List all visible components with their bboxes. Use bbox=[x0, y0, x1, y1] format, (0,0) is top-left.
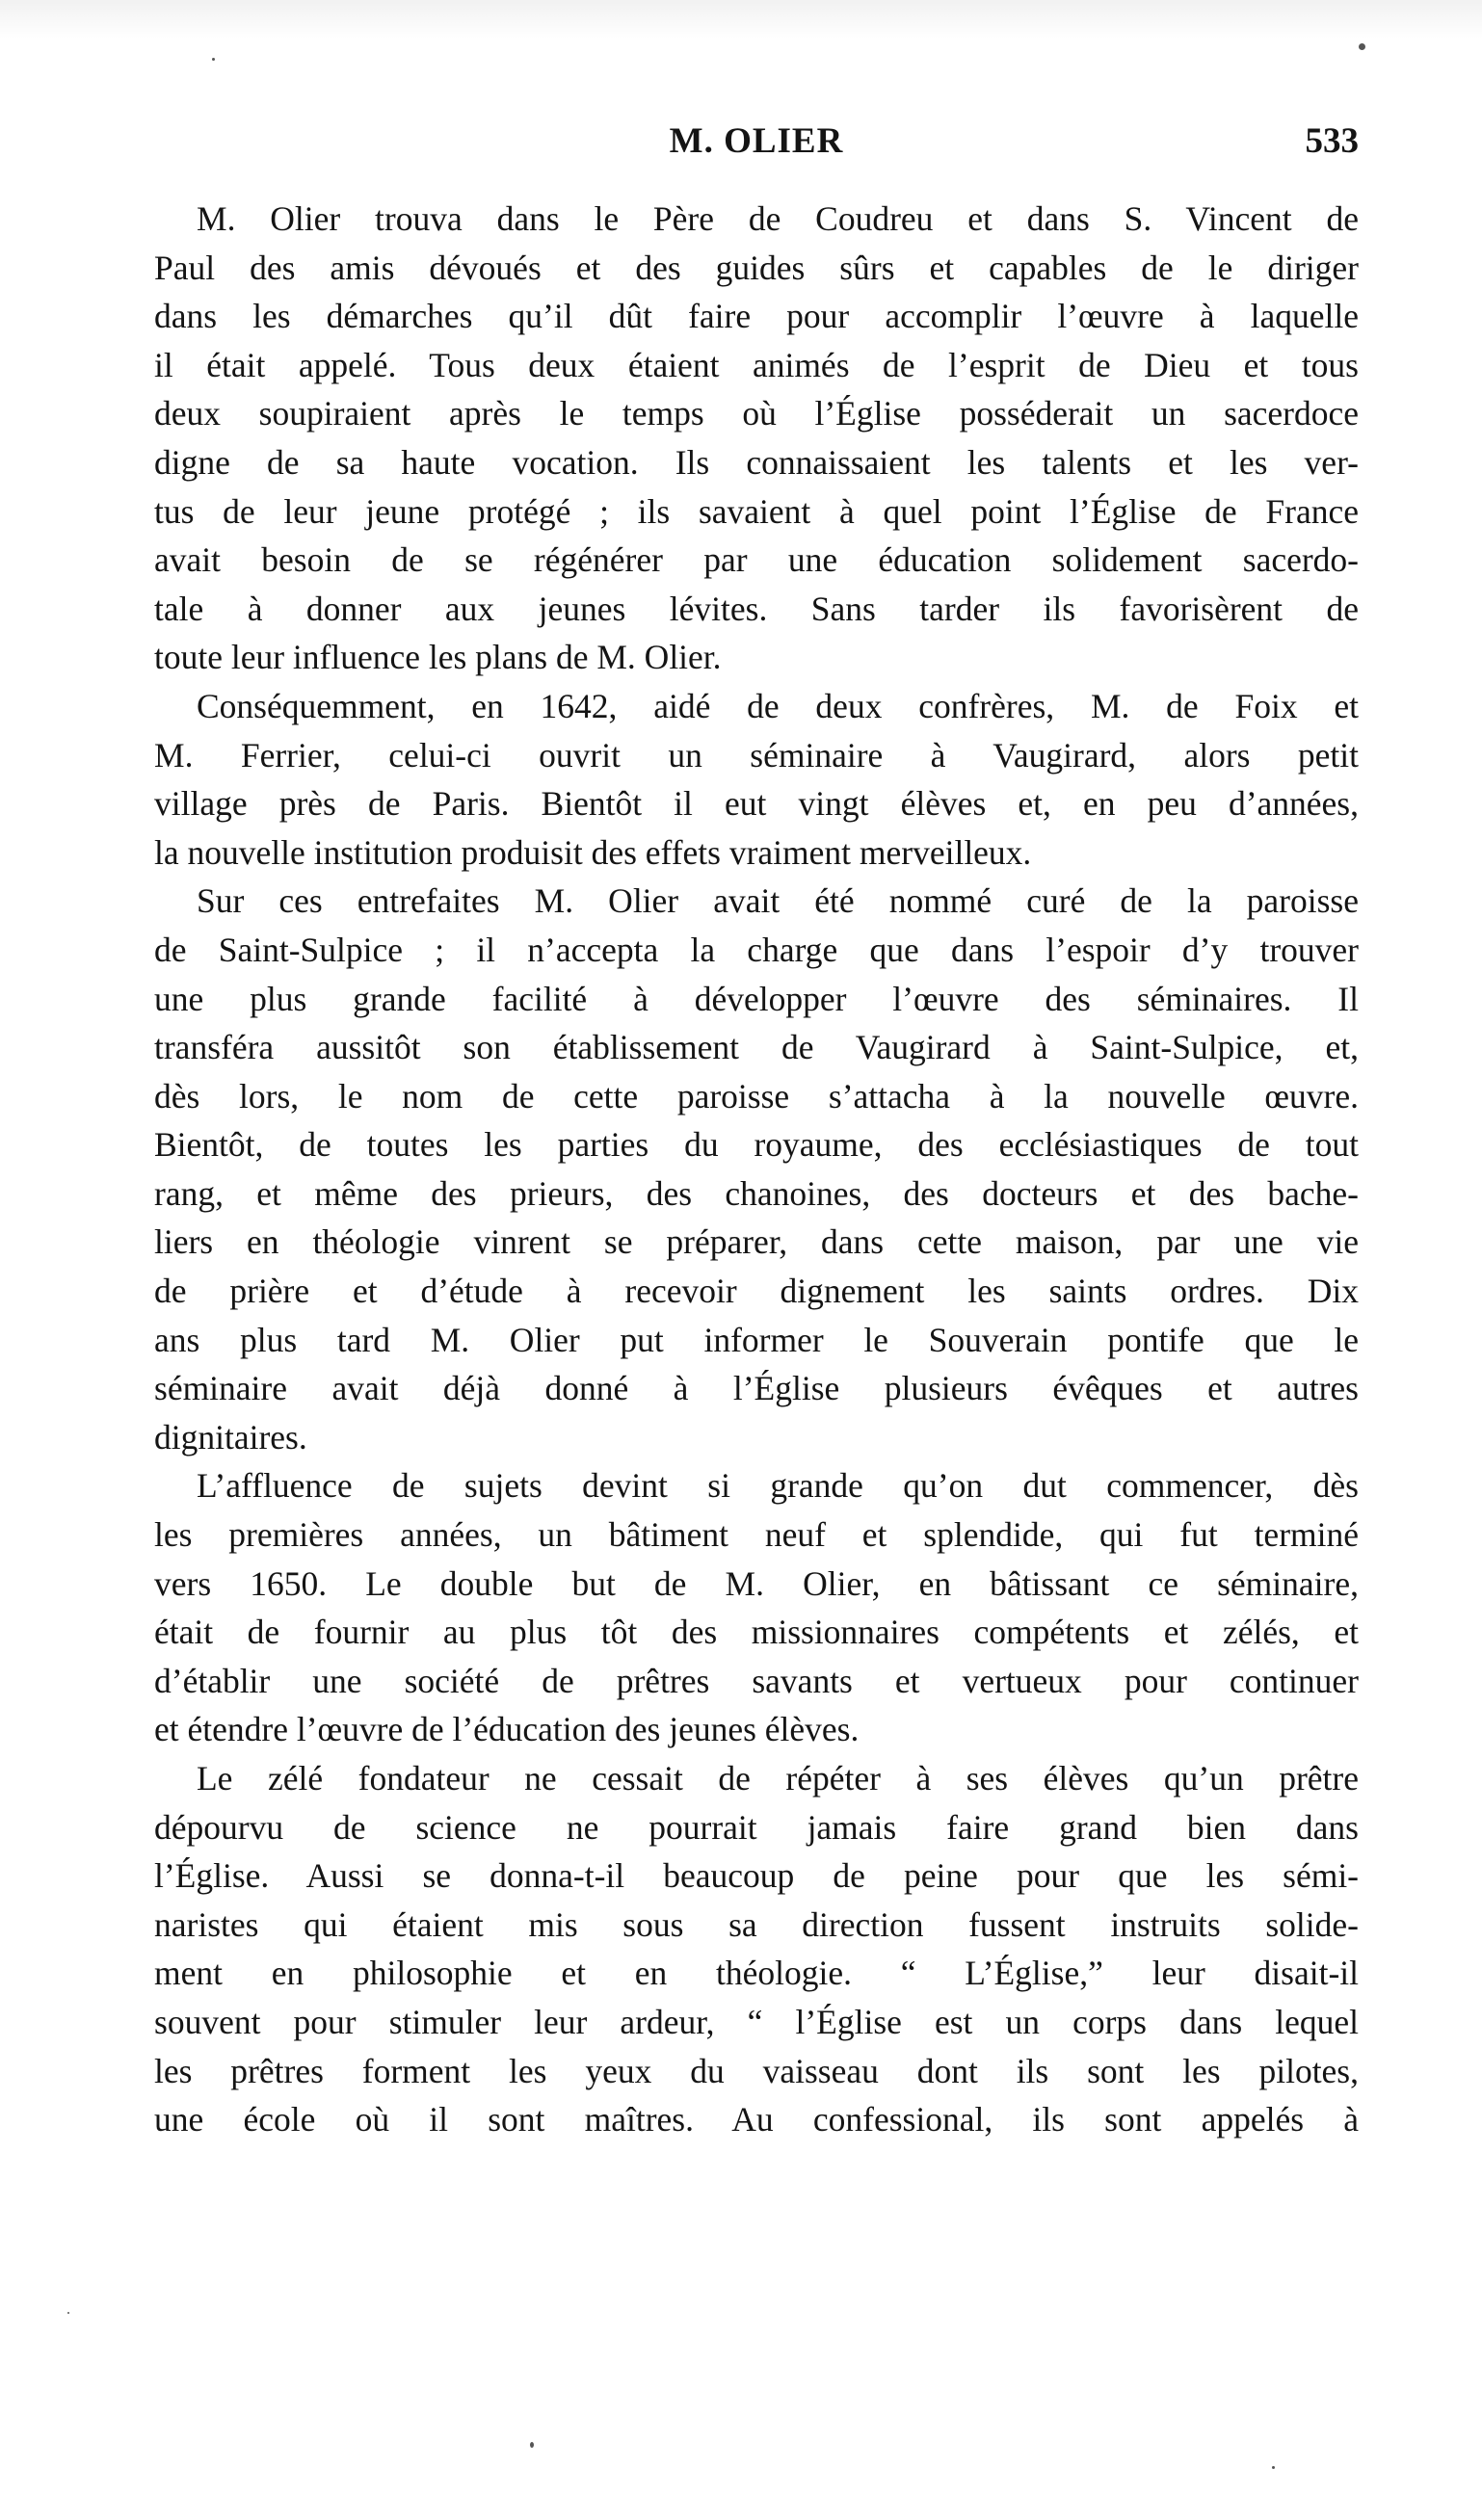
running-head bbox=[154, 120, 1359, 169]
text-line: d’établir une société de prêtres savants et vertueux pour continuer bbox=[154, 1661, 1359, 1700]
text-line: ans plus tard M. Olier put informer le Souverain pontife que le bbox=[154, 1320, 1359, 1359]
scan-speck bbox=[1272, 2466, 1275, 2469]
paragraph bbox=[154, 682, 1359, 877]
text-line: village près de Paris. Bientôt il eut vingt élèves et, en peu d’années, bbox=[154, 784, 1359, 824]
text-line: les premières années, un bâtiment neuf et splendide, qui fut terminé bbox=[154, 1515, 1359, 1555]
text-line: était de fournir au plus tôt des missionnaires compétents et zélés, et bbox=[154, 1613, 1359, 1652]
text-line: une plus grande facilité à développer l’œuvre des séminaires. Il bbox=[154, 979, 1359, 1018]
text-line: toute leur influence les plans de M. Olier. bbox=[154, 638, 722, 677]
paragraph bbox=[154, 1461, 1359, 1754]
scan-speck bbox=[212, 58, 215, 61]
text-line: liers en théologie vinrent se préparer, dans cette maison, par une vie bbox=[154, 1222, 1359, 1262]
text-line: une école où il sont maîtres. Au confessional, ils sont appelés à bbox=[154, 2100, 1359, 2139]
scan-speck bbox=[67, 2312, 69, 2314]
text-line: dignitaires. bbox=[154, 1417, 307, 1457]
text-line: Le zélé fondateur ne cessait de répéter à ses élèves qu’un prêtre bbox=[197, 1759, 1359, 1798]
text-line: souvent pour stimuler leur ardeur, “ l’Église est un corps dans lequel bbox=[154, 2002, 1359, 2041]
text-line: L’affluence de sujets devint si grande qu’on dut commencer, dès bbox=[197, 1466, 1359, 1506]
text-line: Sur ces entrefaites M. Olier avait été nommé curé de la paroisse bbox=[197, 881, 1359, 921]
text-line: deux soupiraient après le temps où l’Église posséderait un sacerdoce bbox=[154, 394, 1359, 433]
scan-speck bbox=[530, 2442, 534, 2448]
text-line: les prêtres forment les yeux du vaisseau dont ils sont les pilotes, bbox=[154, 2051, 1359, 2090]
text-line: rang, et même des prieurs, des chanoines, des docteurs et des bache- bbox=[154, 1173, 1359, 1213]
text-line: dans les démarches qu’il dût faire pour accomplir l’œuvre à laquelle bbox=[154, 297, 1359, 336]
text-line: la nouvelle institution produisit des effets vraiment merveilleux. bbox=[154, 832, 1032, 872]
text-line: et étendre l’œuvre de l’éducation des jeunes élèves. bbox=[154, 1710, 860, 1749]
text-line: naristes qui étaient mis sous sa direction fussent instruits solide- bbox=[154, 1904, 1359, 1944]
text-line: avait besoin de se régénérer par une éducation solidement sacerdo- bbox=[154, 540, 1359, 580]
text-line: transféra aussitôt son établissement de Vaugirard à Saint-Sulpice, et, bbox=[154, 1028, 1359, 1067]
text-line: de Saint-Sulpice ; il n’accepta la charge que dans l’espoir d’y trouver bbox=[154, 930, 1359, 969]
paragraph bbox=[154, 195, 1359, 682]
text-line: M. Ferrier, celui-ci ouvrit un séminaire à Vaugirard, alors petit bbox=[154, 735, 1359, 774]
body-text bbox=[154, 195, 1359, 2144]
text-line: dépourvu de science ne pourrait jamais faire grand bien dans bbox=[154, 1807, 1359, 1847]
scan-edge-shading bbox=[0, 0, 1482, 39]
scan-speck bbox=[1359, 43, 1365, 50]
text-line: il était appelé. Tous deux étaient animés de l’esprit de Dieu et tous bbox=[154, 345, 1359, 384]
text-line: vers 1650. Le double but de M. Olier, en bâtissant ce séminaire, bbox=[154, 1563, 1359, 1603]
text-line: digne de sa haute vocation. Ils connaissaient les talents et les ver- bbox=[154, 442, 1359, 482]
paragraph bbox=[154, 877, 1359, 1461]
text-line: Bientôt, de toutes les parties du royaume, des ecclésiastiques de tout bbox=[154, 1125, 1359, 1165]
text-line: M. Olier trouva dans le Père de Coudreu et dans S. Vincent de bbox=[197, 199, 1359, 238]
text-line: l’Église. Aussi se donna-t-il beaucoup de peine pour que les sémi- bbox=[154, 1856, 1359, 1896]
paragraph bbox=[154, 1754, 1359, 2144]
running-title: M. OLIER bbox=[669, 121, 844, 161]
text-line: Paul des amis dévoués et des guides sûrs et capables de le diriger bbox=[154, 248, 1359, 287]
text-line: tus de leur jeune protégé ; ils savaient à quel point l’Église de France bbox=[154, 491, 1359, 531]
text-line: de prière et d’étude à recevoir dignement les saints ordres. Dix bbox=[154, 1272, 1359, 1311]
text-line: séminaire avait déjà donné à l’Église plusieurs évêques et autres bbox=[154, 1369, 1359, 1408]
text-line: dès lors, le nom de cette paroisse s’attacha à la nouvelle œuvre. bbox=[154, 1076, 1359, 1116]
text-line: Conséquemment, en 1642, aidé de deux confrères, M. de Foix et bbox=[197, 686, 1359, 725]
text-line: tale à donner aux jeunes lévites. Sans tarder ils favorisèrent de bbox=[154, 589, 1359, 628]
page-number: 533 bbox=[1305, 121, 1359, 161]
text-line: ment en philosophie et en théologie. “ L’Église,” leur disait-il bbox=[154, 1954, 1359, 1993]
